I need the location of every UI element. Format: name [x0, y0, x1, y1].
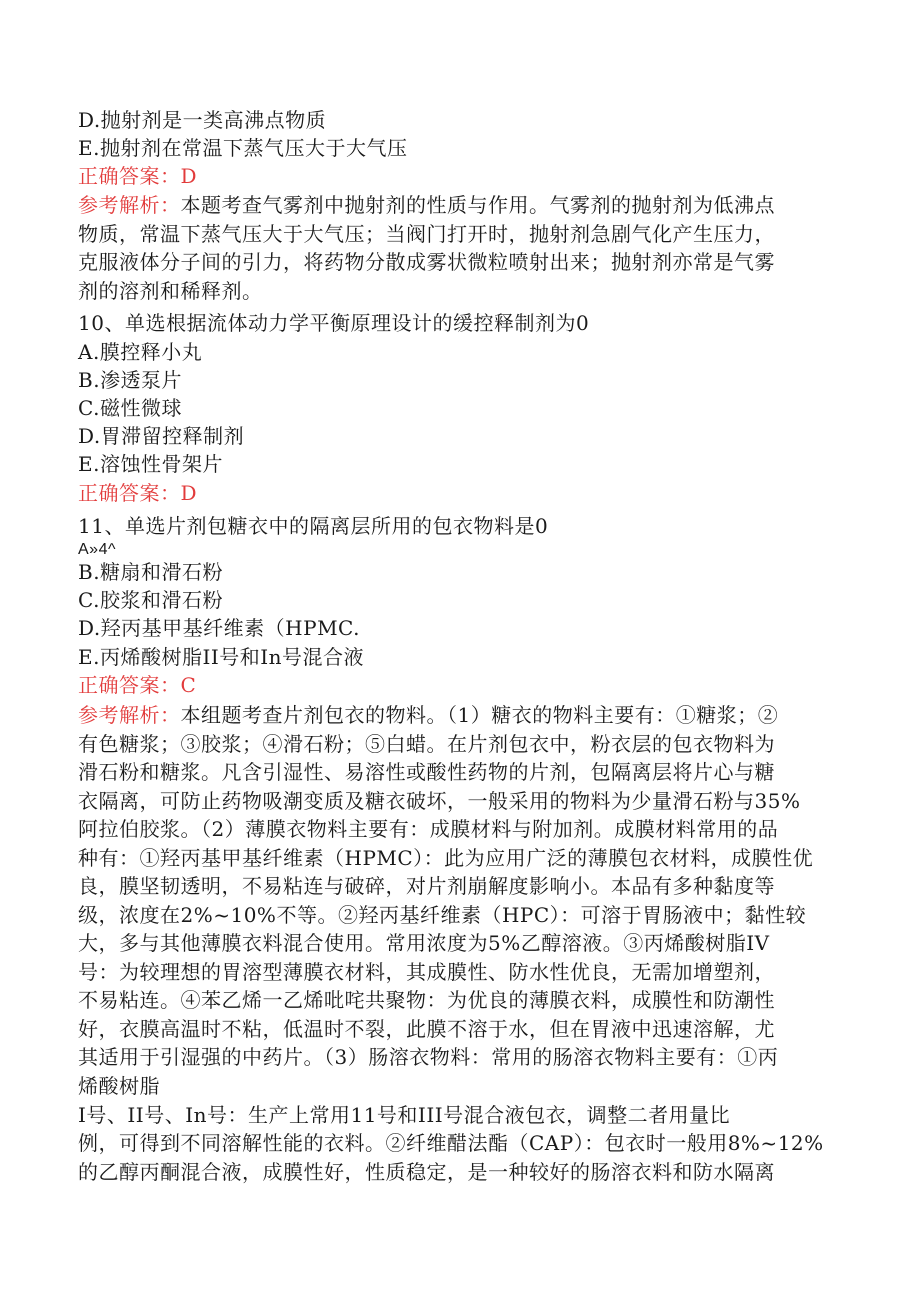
q10-option: B.渗透泵片 — [78, 368, 183, 392]
q11-analysis-line: 有色糖浆；③胶浆；④滑石粉；⑤白蜡。在片剂包衣中，粉衣层的包衣物料为 — [78, 732, 775, 756]
answer-value: D — [180, 164, 198, 188]
q11-analysis-line: I号、II号、In号：生产上常用11号和III号混合液包衣，调整二者用量比 — [78, 1103, 731, 1127]
q10-stem: 10、单选根据流体动力学平衡原理设计的缓控释制剂为0 — [78, 311, 590, 335]
q9-analysis-line: 物质，常温下蒸气压大于大气压；当阀门打开时，抛射剂急剧气化产生压力， — [78, 222, 775, 246]
answer-value: D — [180, 481, 198, 505]
q9-option-d: D.抛射剂是一类高沸点物质 — [78, 108, 327, 132]
q11-option: D.羟丙基甲基纤维素（HPMC. — [78, 616, 361, 640]
q11-analysis-line: 滑石粉和糖浆。凡含引湿性、易溶性或酸性药物的片剂，包隔离层将片心与糖 — [78, 760, 775, 784]
analysis-text: 本组题考查片剂包衣的物料。（1）糖衣的物料主要有：①糖浆；② — [180, 703, 779, 727]
q11-analysis-line: 其适用于引湿强的中药片。（3）肠溶衣物料：常用的肠溶衣物料主要有：①丙 — [78, 1045, 779, 1069]
analysis-label: 参考解析： — [78, 193, 181, 217]
answer-label: 正确答案： — [78, 481, 181, 505]
q11-analysis-line: 衣隔离，可防止药物吸潮变质及糖衣破坏，一般采用的物料为少量滑石粉与35% — [78, 789, 801, 813]
q11-analysis-line: 良，膜坚韧透明，不易粘连与破碎，对片剂崩解度影响小。本品有多种黏度等 — [78, 874, 775, 898]
q11-option-a: A»4^ — [78, 541, 116, 558]
q11-analysis-line: 烯酸树脂 — [78, 1074, 160, 1098]
answer-label: 正确答案： — [78, 164, 181, 188]
q10-answer — [78, 479, 197, 507]
q11-analysis-line: 阿拉伯胶浆。（2）薄膜衣物料主要有：成膜材料与附加剂。成膜材料常用的品 — [78, 817, 779, 841]
answer-label: 正确答案： — [78, 673, 181, 697]
q11-stem: 11、单选片剂包糖衣中的隔离层所用的包衣物料是0 — [78, 514, 549, 538]
q11-analysis-line: 不易粘连。④苯乙烯一乙烯吡咤共聚物：为优良的薄膜衣料，成膜性和防潮性 — [78, 988, 775, 1012]
q11-option: B.糖扇和滑石粉 — [78, 560, 224, 584]
q10-option: E.溶蚀性骨架片 — [78, 452, 223, 476]
q9-analysis-line — [78, 191, 775, 219]
q9-answer — [78, 162, 197, 190]
q9-analysis-line: 克服液体分子间的引力，将药物分散成雾状微粒喷射出来；抛射剂亦常是气雾 — [78, 250, 775, 274]
q9-analysis-line: 剂的溶剂和稀释剂。 — [78, 279, 263, 303]
q11-analysis-line: 号：为较理想的胃溶型薄膜衣材料，其成膜性、防水性优良，无需加增塑剂， — [78, 960, 775, 984]
q9-option-e: E.抛射剂在常温下蒸气压大于大气压 — [78, 136, 408, 160]
analysis-text: 本题考查气雾剂中抛射剂的性质与作用。气雾剂的抛射剂为低沸点 — [180, 193, 775, 217]
analysis-label: 参考解析： — [78, 703, 181, 727]
answer-value: C — [180, 673, 197, 697]
q11-analysis-line: 级，浓度在2%~10%不等。②羟丙基纤维素（HPC）：可溶于胃肠液中；黏性较 — [78, 903, 807, 927]
q11-analysis-line: 种有：①羟丙基甲基纤维素（HPMC）：此为应用广泛的薄膜包衣材料，成膜性优 — [78, 846, 814, 870]
q10-option: C.磁性微球 — [78, 396, 182, 420]
q11-analysis-line — [78, 701, 778, 729]
q11-analysis-line: 大，多与其他薄膜衣料混合使用。常用浓度为5%乙醇溶液。③丙烯酸树脂IV — [78, 931, 770, 955]
q10-option: A.膜控释小丸 — [78, 340, 203, 364]
q11-option: E.丙烯酸树脂II号和In号混合液 — [78, 645, 365, 669]
q11-analysis-line: 例，可得到不同溶解性能的衣料。②纤维醋法酯（CAP）：包衣时一般用8%~12% — [78, 1131, 824, 1155]
q11-analysis-line: 好，衣膜高温时不粘，低温时不裂，此膜不溶于水，但在胃液中迅速溶解，尤 — [78, 1017, 775, 1041]
q10-option: D.胃滞留控释制剂 — [78, 424, 245, 448]
q11-answer — [78, 671, 196, 699]
q11-option: C.胶浆和滑石粉 — [78, 588, 223, 612]
q11-analysis-line: 的乙醇丙酮混合液，成膜性好，性质稳定，是一种较好的肠溶衣料和防水隔离 — [78, 1160, 775, 1184]
